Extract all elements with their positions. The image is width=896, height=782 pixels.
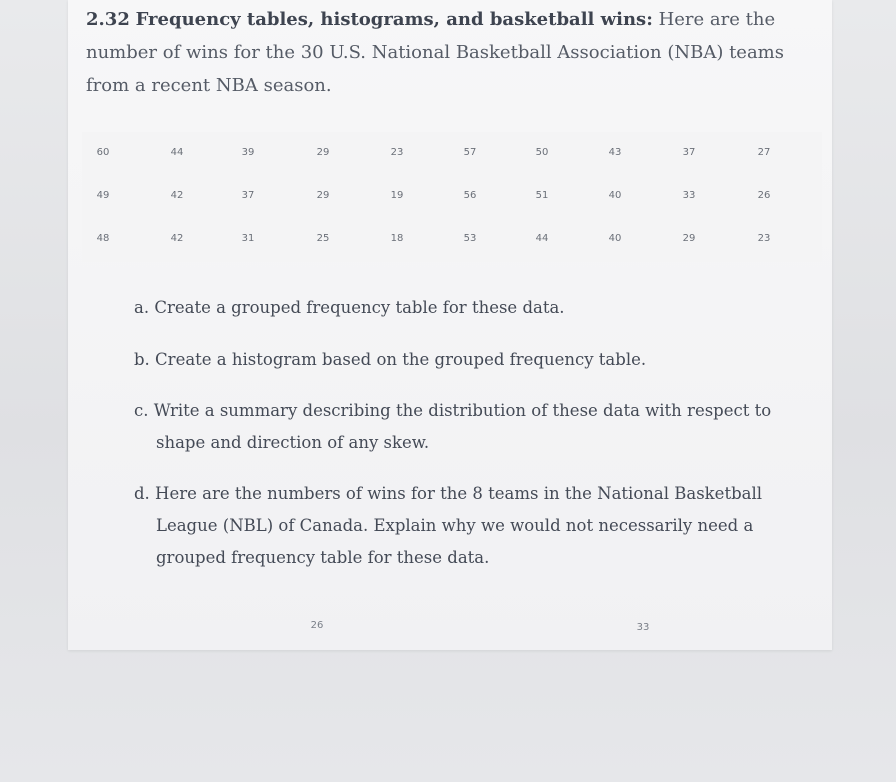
problem-heading: Frequency tables, histograms, and basketball wins:: [135, 9, 653, 30]
table-cell: 42: [170, 190, 184, 201]
table-cell: 37: [682, 147, 696, 158]
table-cell: 23: [757, 233, 771, 244]
table-cell: 51: [535, 190, 549, 201]
table-cell: 57: [463, 147, 477, 158]
table-cell: 49: [96, 190, 110, 201]
table-cell: 44: [535, 233, 549, 244]
nba-wins-table: [82, 132, 822, 262]
table-cell: 56: [463, 190, 477, 201]
question-c-line2: shape and direction of any skew.: [156, 433, 430, 452]
table-cell: 40: [608, 190, 622, 201]
table-cell: 29: [316, 190, 330, 201]
table-cell: 31: [241, 233, 255, 244]
table-cell: 27: [757, 147, 771, 158]
question-b: b. Create a histogram based on the grouped frequency table.: [134, 350, 647, 369]
table-cell: 42: [170, 233, 184, 244]
table-cell: 23: [390, 147, 404, 158]
question-c-line1: c. Write a summary describing the distribution of these data with respect to: [134, 401, 772, 420]
problem-number: 2.32: [86, 9, 130, 30]
table-cell: 40: [608, 233, 622, 244]
table-cell: 39: [241, 147, 255, 158]
question-d-line3: grouped frequency table for these data.: [156, 548, 490, 567]
nbl-wins-value: 26: [310, 620, 324, 631]
table-cell: 53: [463, 233, 477, 244]
table-cell: 29: [316, 147, 330, 158]
table-cell: 37: [241, 190, 255, 201]
table-cell: 26: [757, 190, 771, 201]
question-d-line2: League (NBL) of Canada. Explain why we would not necessarily need a: [156, 516, 754, 535]
question-a: a. Create a grouped frequency table for these data.: [134, 298, 565, 317]
table-cell: 48: [96, 233, 110, 244]
table-cell: 44: [170, 147, 184, 158]
table-cell: 18: [390, 233, 404, 244]
table-cell: 50: [535, 147, 549, 158]
table-cell: 33: [682, 190, 696, 201]
problem-statement: [86, 3, 826, 102]
table-cell: 25: [316, 233, 330, 244]
table-cell: 29: [682, 233, 696, 244]
table-cell: 43: [608, 147, 622, 158]
nbl-wins-value: 33: [636, 622, 650, 633]
problem-intro: Here are the number of wins for the 30 U.S. National Basketball Association (NBA) teams from a recent NBA season.: [86, 9, 784, 96]
table-cell: 19: [390, 190, 404, 201]
question-d: [134, 478, 834, 574]
question-d-line1: d. Here are the numbers of wins for the 8 teams in the National Basketball: [134, 484, 763, 503]
table-cell: 60: [96, 147, 110, 158]
question-c: [134, 395, 834, 459]
